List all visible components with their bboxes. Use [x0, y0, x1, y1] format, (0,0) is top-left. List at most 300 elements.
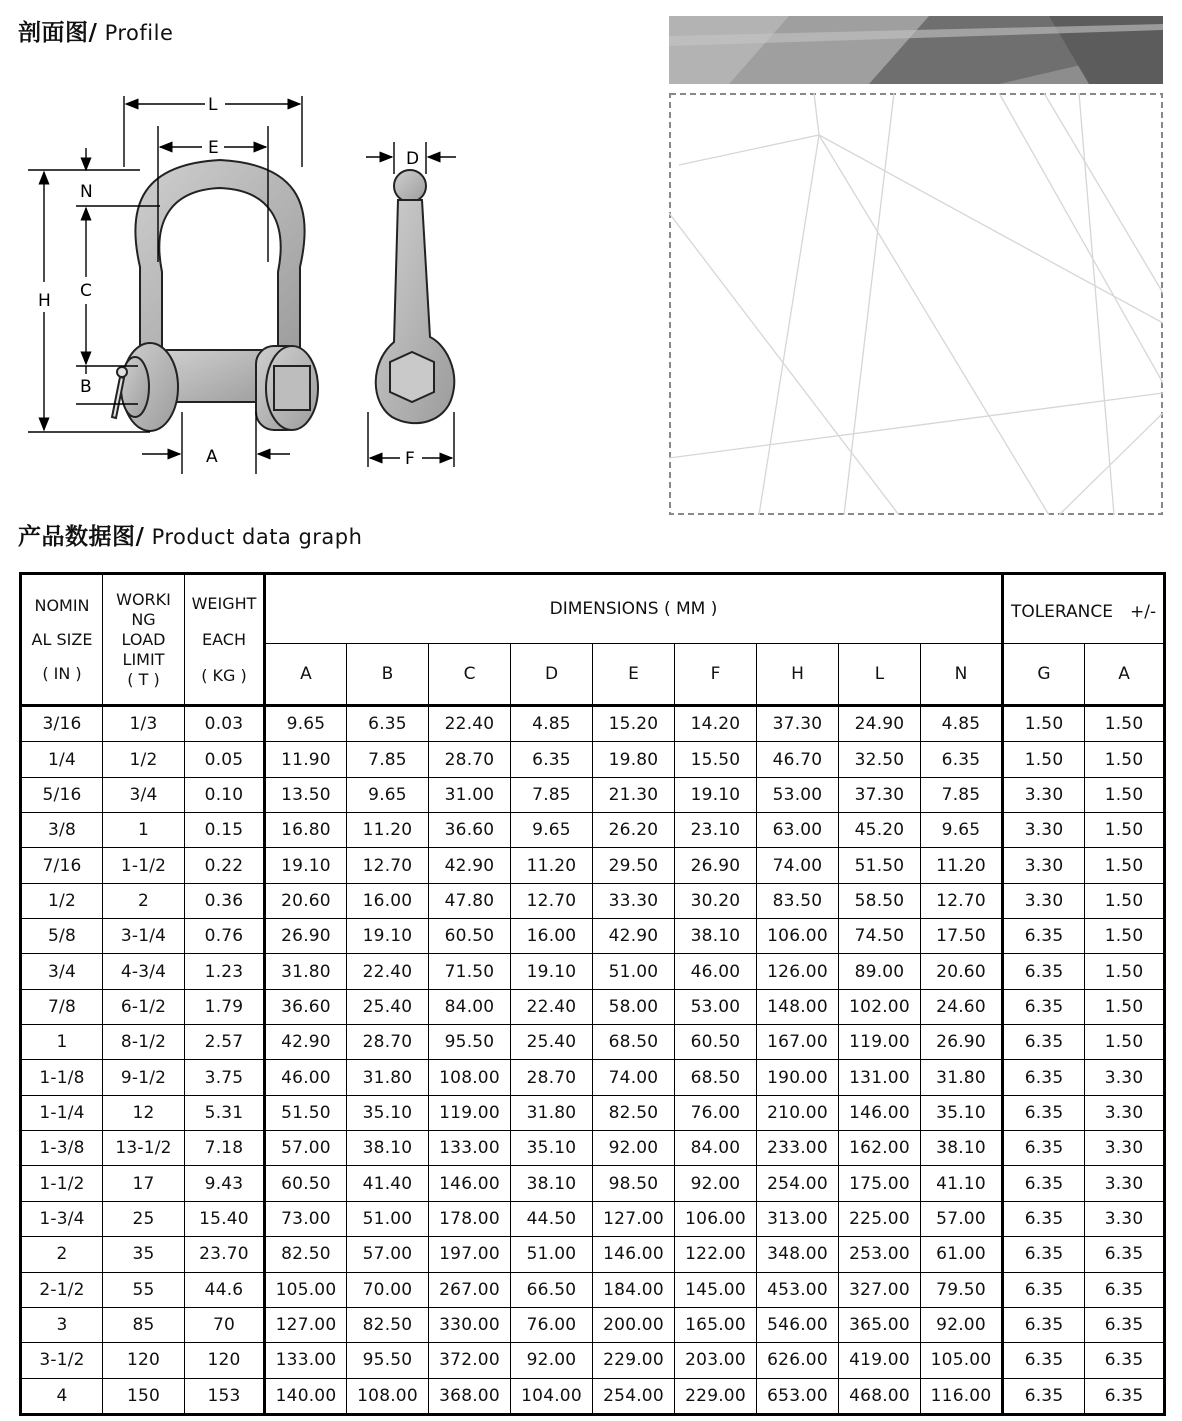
- table-cell: 254.00: [757, 1166, 839, 1201]
- table-cell: 175.00: [839, 1166, 921, 1201]
- table-cell: 108.00: [429, 1060, 511, 1095]
- table-row: [21, 989, 1165, 1024]
- table-cell: 51.50: [265, 1095, 347, 1130]
- table-cell: 28.70: [347, 1025, 429, 1060]
- table-row: [21, 706, 1165, 742]
- table-cell: 11.20: [921, 848, 1003, 883]
- profile-heading-en: Profile: [97, 21, 174, 45]
- table-cell: 0.10: [185, 777, 265, 812]
- table-row: [21, 1166, 1165, 1201]
- table-cell: 126.00: [757, 954, 839, 989]
- table-cell: 108.00: [347, 1378, 429, 1414]
- table-cell: 3.30: [1085, 1060, 1165, 1095]
- table-cell: 44.6: [185, 1272, 265, 1307]
- table-row: [21, 1201, 1165, 1236]
- table-cell: 17.50: [921, 919, 1003, 954]
- table-cell: 150: [103, 1378, 185, 1414]
- table-row: [21, 1025, 1165, 1060]
- shackle-front-view: [112, 160, 318, 431]
- table-cell: 32.50: [839, 742, 921, 777]
- table-cell: 58.00: [593, 989, 675, 1024]
- table-row: [21, 1237, 1165, 1272]
- table-cell: 23.70: [185, 1237, 265, 1272]
- table-cell: 68.50: [593, 1025, 675, 1060]
- table-cell: 29.50: [593, 848, 675, 883]
- table-cell: 146.00: [429, 1166, 511, 1201]
- table-row: [21, 1272, 1165, 1307]
- table-cell: 92.00: [675, 1166, 757, 1201]
- table-cell: 38.10: [921, 1131, 1003, 1166]
- table-cell: 33.30: [593, 883, 675, 918]
- table-cell: 46.00: [675, 954, 757, 989]
- table-cell: 1-1/4: [21, 1095, 103, 1130]
- table-cell: 95.50: [347, 1343, 429, 1378]
- table-cell: 22.40: [511, 989, 593, 1024]
- decorative-line-panel: [669, 93, 1163, 515]
- table-body: [21, 706, 1165, 1415]
- table-cell: 105.00: [265, 1272, 347, 1307]
- table-cell: 76.00: [675, 1095, 757, 1130]
- table-cell: 4.85: [511, 706, 593, 742]
- header-dim-N: N: [921, 644, 1003, 706]
- table-cell: 85: [103, 1307, 185, 1342]
- table-cell: 2: [103, 883, 185, 918]
- table-cell: 25.40: [347, 989, 429, 1024]
- table-cell: 178.00: [429, 1201, 511, 1236]
- table-cell: 13-1/2: [103, 1131, 185, 1166]
- table-cell: 146.00: [593, 1237, 675, 1272]
- table-cell: 84.00: [429, 989, 511, 1024]
- table-cell: 3.30: [1003, 883, 1085, 918]
- table-cell: 41.10: [921, 1166, 1003, 1201]
- table-cell: 1.50: [1085, 777, 1165, 812]
- table-cell: 38.10: [347, 1131, 429, 1166]
- table-cell: 203.00: [675, 1343, 757, 1378]
- table-cell: 26.20: [593, 813, 675, 848]
- table-row: [21, 919, 1165, 954]
- table-cell: 6.35: [1003, 1201, 1085, 1236]
- table-cell: 119.00: [429, 1095, 511, 1130]
- header-dim-E: E: [593, 644, 675, 706]
- table-cell: 1.50: [1085, 883, 1165, 918]
- table-cell: 119.00: [839, 1025, 921, 1060]
- profile-heading-zh: 剖面图/: [18, 20, 98, 46]
- table-cell: 6.35: [1085, 1237, 1165, 1272]
- table-cell: 419.00: [839, 1343, 921, 1378]
- table-cell: 38.10: [511, 1166, 593, 1201]
- table-cell: 38.10: [675, 919, 757, 954]
- table-cell: 76.00: [511, 1307, 593, 1342]
- table-cell: 19.10: [265, 848, 347, 883]
- table-cell: 3.30: [1003, 813, 1085, 848]
- header-nominal-size: NOMIN AL SIZE ( IN ): [21, 574, 103, 706]
- table-cell: 82.50: [593, 1095, 675, 1130]
- table-cell: 15.50: [675, 742, 757, 777]
- table-cell: 1.50: [1085, 1025, 1165, 1060]
- table-cell: 6.35: [1003, 1307, 1085, 1342]
- table-cell: 106.00: [675, 1201, 757, 1236]
- table-cell: 153: [185, 1378, 265, 1414]
- table-cell: 1.50: [1003, 742, 1085, 777]
- table-cell: 3.30: [1003, 848, 1085, 883]
- table-cell: 0.05: [185, 742, 265, 777]
- table-cell: 233.00: [757, 1131, 839, 1166]
- table-cell: 12.70: [347, 848, 429, 883]
- table-cell: 15.40: [185, 1201, 265, 1236]
- table-cell: 368.00: [429, 1378, 511, 1414]
- header-weight: WEIGHT EACH ( KG ): [185, 574, 265, 706]
- table-cell: 7.85: [347, 742, 429, 777]
- table-cell: 42.90: [265, 1025, 347, 1060]
- table-cell: 35.10: [511, 1131, 593, 1166]
- table-cell: 1.50: [1085, 742, 1165, 777]
- table-cell: 58.50: [839, 883, 921, 918]
- table-cell: 98.50: [593, 1166, 675, 1201]
- table-cell: 6.35: [1003, 989, 1085, 1024]
- header-dim-D: D: [511, 644, 593, 706]
- dim-label-H: H: [38, 291, 51, 311]
- table-cell: 68.50: [675, 1060, 757, 1095]
- dim-label-B: B: [80, 377, 92, 397]
- table-cell: 60.50: [265, 1166, 347, 1201]
- table-cell: 106.00: [757, 919, 839, 954]
- header-tolerance: TOLERANCE +/-: [1003, 574, 1165, 644]
- table-cell: 127.00: [265, 1307, 347, 1342]
- table-cell: 1/4: [21, 742, 103, 777]
- table-cell: 41.40: [347, 1166, 429, 1201]
- table-cell: 5/16: [21, 777, 103, 812]
- table-cell: 25.40: [511, 1025, 593, 1060]
- table-cell: 253.00: [839, 1237, 921, 1272]
- table-cell: 7.18: [185, 1131, 265, 1166]
- table-cell: 225.00: [839, 1201, 921, 1236]
- table-cell: 28.70: [511, 1060, 593, 1095]
- table-cell: 348.00: [757, 1237, 839, 1272]
- dim-label-L: L: [208, 95, 218, 115]
- table-cell: 1.50: [1085, 954, 1165, 989]
- dim-label-E: E: [208, 138, 219, 158]
- table-row: [21, 1343, 1165, 1378]
- table-row: [21, 848, 1165, 883]
- table-cell: 2-1/2: [21, 1272, 103, 1307]
- table-cell: 30.20: [675, 883, 757, 918]
- table-cell: 25: [103, 1201, 185, 1236]
- table-cell: 60.50: [675, 1025, 757, 1060]
- table-cell: 9.65: [265, 706, 347, 742]
- table-cell: 1/2: [21, 883, 103, 918]
- table-row: [21, 883, 1165, 918]
- table-cell: 6.35: [1003, 1343, 1085, 1378]
- table-cell: 8-1/2: [103, 1025, 185, 1060]
- table-cell: 6.35: [347, 706, 429, 742]
- table-cell: 6.35: [1003, 1131, 1085, 1166]
- table-cell: 2.57: [185, 1025, 265, 1060]
- table-cell: 31.80: [347, 1060, 429, 1095]
- table-cell: 3.30: [1085, 1131, 1165, 1166]
- table-cell: 0.36: [185, 883, 265, 918]
- table-cell: 133.00: [429, 1131, 511, 1166]
- table-cell: 44.50: [511, 1201, 593, 1236]
- product-data-table-container: [19, 572, 1163, 1416]
- table-cell: 20.60: [921, 954, 1003, 989]
- table-cell: 133.00: [265, 1343, 347, 1378]
- table-row: [21, 1307, 1165, 1342]
- data-graph-heading: [18, 518, 362, 551]
- dim-label-A: A: [206, 447, 218, 467]
- table-row: [21, 813, 1165, 848]
- table-cell: 254.00: [593, 1378, 675, 1414]
- table-cell: 1-1/2: [103, 848, 185, 883]
- header-dimensions: DIMENSIONS ( MM ): [265, 574, 1003, 644]
- table-cell: 200.00: [593, 1307, 675, 1342]
- table-row: [21, 1131, 1165, 1166]
- table-cell: 11.20: [511, 848, 593, 883]
- header-dim-L: L: [839, 644, 921, 706]
- table-cell: 53.00: [757, 777, 839, 812]
- table-cell: 12: [103, 1095, 185, 1130]
- table-cell: 1: [21, 1025, 103, 1060]
- table-cell: 16.00: [511, 919, 593, 954]
- table-cell: 6.35: [511, 742, 593, 777]
- table-cell: 1.50: [1085, 919, 1165, 954]
- table-cell: 4.85: [921, 706, 1003, 742]
- table-cell: 313.00: [757, 1201, 839, 1236]
- table-cell: 3/16: [21, 706, 103, 742]
- table-cell: 31.80: [921, 1060, 1003, 1095]
- table-cell: 42.90: [593, 919, 675, 954]
- table-cell: 45.20: [839, 813, 921, 848]
- table-cell: 167.00: [757, 1025, 839, 1060]
- table-row: [21, 742, 1165, 777]
- dim-label-F: F: [405, 449, 415, 469]
- table-cell: 89.00: [839, 954, 921, 989]
- table-cell: 74.00: [757, 848, 839, 883]
- table-cell: 36.60: [429, 813, 511, 848]
- decorative-banner: [669, 16, 1163, 84]
- table-cell: 3/4: [103, 777, 185, 812]
- table-cell: 1: [103, 813, 185, 848]
- table-cell: 4: [21, 1378, 103, 1414]
- table-cell: 92.00: [511, 1343, 593, 1378]
- table-cell: 5.31: [185, 1095, 265, 1130]
- table-cell: 3.30: [1085, 1201, 1165, 1236]
- table-cell: 3/8: [21, 813, 103, 848]
- table-cell: 22.40: [429, 706, 511, 742]
- table-cell: 46.70: [757, 742, 839, 777]
- table-cell: 6.35: [1003, 1095, 1085, 1130]
- table-cell: 19.10: [511, 954, 593, 989]
- dim-label-D: D: [406, 149, 420, 169]
- table-cell: 11.90: [265, 742, 347, 777]
- table-cell: 1-3/8: [21, 1131, 103, 1166]
- table-cell: 84.00: [675, 1131, 757, 1166]
- table-cell: 5/8: [21, 919, 103, 954]
- table-cell: 546.00: [757, 1307, 839, 1342]
- table-cell: 60.50: [429, 919, 511, 954]
- table-row: [21, 777, 1165, 812]
- table-cell: 51.00: [593, 954, 675, 989]
- table-cell: 1.79: [185, 989, 265, 1024]
- table-cell: 55: [103, 1272, 185, 1307]
- table-cell: 28.70: [429, 742, 511, 777]
- table-cell: 9.65: [921, 813, 1003, 848]
- table-cell: 165.00: [675, 1307, 757, 1342]
- table-cell: 22.40: [347, 954, 429, 989]
- table-cell: 6.35: [1085, 1307, 1165, 1342]
- table-cell: 47.80: [429, 883, 511, 918]
- table-cell: 16.80: [265, 813, 347, 848]
- table-cell: 267.00: [429, 1272, 511, 1307]
- table-cell: 7.85: [511, 777, 593, 812]
- table-cell: 120: [185, 1343, 265, 1378]
- table-cell: 74.00: [593, 1060, 675, 1095]
- table-row: [21, 1060, 1165, 1095]
- table-cell: 7/8: [21, 989, 103, 1024]
- table-cell: 6.35: [1003, 1237, 1085, 1272]
- table-cell: 35: [103, 1237, 185, 1272]
- table-cell: 11.20: [347, 813, 429, 848]
- table-cell: 1-3/4: [21, 1201, 103, 1236]
- table-cell: 73.00: [265, 1201, 347, 1236]
- table-cell: 46.00: [265, 1060, 347, 1095]
- table-cell: 104.00: [511, 1378, 593, 1414]
- dim-label-C: C: [80, 281, 92, 301]
- table-cell: 6.35: [1003, 1025, 1085, 1060]
- table-cell: 51.00: [347, 1201, 429, 1236]
- table-cell: 1.50: [1085, 989, 1165, 1024]
- table-cell: 6.35: [1003, 954, 1085, 989]
- header-dim-F: F: [675, 644, 757, 706]
- table-cell: 9.65: [347, 777, 429, 812]
- table-cell: 372.00: [429, 1343, 511, 1378]
- table-cell: 197.00: [429, 1237, 511, 1272]
- table-cell: 3.75: [185, 1060, 265, 1095]
- table-cell: 6.35: [1003, 1166, 1085, 1201]
- header-tol-A: A: [1085, 644, 1165, 706]
- header-dim-C: C: [429, 644, 511, 706]
- table-cell: 35.10: [921, 1095, 1003, 1130]
- table-cell: 453.00: [757, 1272, 839, 1307]
- table-cell: 9.65: [511, 813, 593, 848]
- table-cell: 1.50: [1085, 813, 1165, 848]
- table-row: [21, 954, 1165, 989]
- table-cell: 1.50: [1085, 706, 1165, 742]
- table-cell: 37.30: [839, 777, 921, 812]
- table-cell: 468.00: [839, 1378, 921, 1414]
- table-cell: 51.50: [839, 848, 921, 883]
- data-graph-heading-en: Product data graph: [144, 525, 363, 549]
- table-cell: 7/16: [21, 848, 103, 883]
- table-cell: 3.30: [1003, 777, 1085, 812]
- table-cell: 3-1/4: [103, 919, 185, 954]
- table-cell: 92.00: [921, 1307, 1003, 1342]
- table-cell: 330.00: [429, 1307, 511, 1342]
- table-cell: 61.00: [921, 1237, 1003, 1272]
- table-cell: 95.50: [429, 1025, 511, 1060]
- table-cell: 19.80: [593, 742, 675, 777]
- table-cell: 105.00: [921, 1343, 1003, 1378]
- table-cell: 6.35: [921, 742, 1003, 777]
- table-cell: 7.85: [921, 777, 1003, 812]
- table-cell: 1-1/2: [21, 1166, 103, 1201]
- table-cell: 9-1/2: [103, 1060, 185, 1095]
- table-cell: 365.00: [839, 1307, 921, 1342]
- table-cell: 19.10: [675, 777, 757, 812]
- table-cell: 12.70: [511, 883, 593, 918]
- table-cell: 66.50: [511, 1272, 593, 1307]
- table-cell: 26.90: [675, 848, 757, 883]
- table-cell: 14.20: [675, 706, 757, 742]
- table-cell: 653.00: [757, 1378, 839, 1414]
- table-cell: 1/3: [103, 706, 185, 742]
- table-cell: 145.00: [675, 1272, 757, 1307]
- table-cell: 17: [103, 1166, 185, 1201]
- table-cell: 1-1/8: [21, 1060, 103, 1095]
- table-cell: 6-1/2: [103, 989, 185, 1024]
- table-cell: 3: [21, 1307, 103, 1342]
- table-cell: 3/4: [21, 954, 103, 989]
- table-cell: 42.90: [429, 848, 511, 883]
- table-cell: 229.00: [675, 1378, 757, 1414]
- header-dim-H: H: [757, 644, 839, 706]
- table-cell: 102.00: [839, 989, 921, 1024]
- table-cell: 6.35: [1085, 1378, 1165, 1414]
- table-cell: 26.90: [921, 1025, 1003, 1060]
- table-cell: 31.80: [265, 954, 347, 989]
- table-cell: 162.00: [839, 1131, 921, 1166]
- table-cell: 16.00: [347, 883, 429, 918]
- header-dim-B: B: [347, 644, 429, 706]
- table-cell: 74.50: [839, 919, 921, 954]
- table-cell: 229.00: [593, 1343, 675, 1378]
- table-cell: 31.80: [511, 1095, 593, 1130]
- header-tol-G: G: [1003, 644, 1085, 706]
- table-cell: 15.20: [593, 706, 675, 742]
- table-cell: 1/2: [103, 742, 185, 777]
- table-cell: 3.30: [1085, 1095, 1165, 1130]
- table-cell: 26.90: [265, 919, 347, 954]
- table-cell: 6.35: [1085, 1343, 1165, 1378]
- table-cell: 57.00: [265, 1131, 347, 1166]
- table-cell: 63.00: [757, 813, 839, 848]
- table-cell: 140.00: [265, 1378, 347, 1414]
- header-working-load-limit: WORKI NG LOAD LIMIT ( T ): [103, 574, 185, 706]
- table-cell: 82.50: [347, 1307, 429, 1342]
- table-cell: 0.15: [185, 813, 265, 848]
- table-cell: 2: [21, 1237, 103, 1272]
- table-cell: 6.35: [1003, 1060, 1085, 1095]
- table-cell: 53.00: [675, 989, 757, 1024]
- table-cell: 0.03: [185, 706, 265, 742]
- table-cell: 0.22: [185, 848, 265, 883]
- table-cell: 1.23: [185, 954, 265, 989]
- table-cell: 184.00: [593, 1272, 675, 1307]
- table-cell: 70: [185, 1307, 265, 1342]
- table-cell: 9.43: [185, 1166, 265, 1201]
- table-cell: 31.00: [429, 777, 511, 812]
- dim-label-N: N: [80, 182, 93, 202]
- table-cell: 82.50: [265, 1237, 347, 1272]
- table-cell: 57.00: [347, 1237, 429, 1272]
- table-cell: 20.60: [265, 883, 347, 918]
- table-cell: 24.90: [839, 706, 921, 742]
- table-cell: 12.70: [921, 883, 1003, 918]
- table-cell: 327.00: [839, 1272, 921, 1307]
- product-data-table: [19, 572, 1166, 1416]
- table-cell: 131.00: [839, 1060, 921, 1095]
- table-cell: 79.50: [921, 1272, 1003, 1307]
- table-cell: 35.10: [347, 1095, 429, 1130]
